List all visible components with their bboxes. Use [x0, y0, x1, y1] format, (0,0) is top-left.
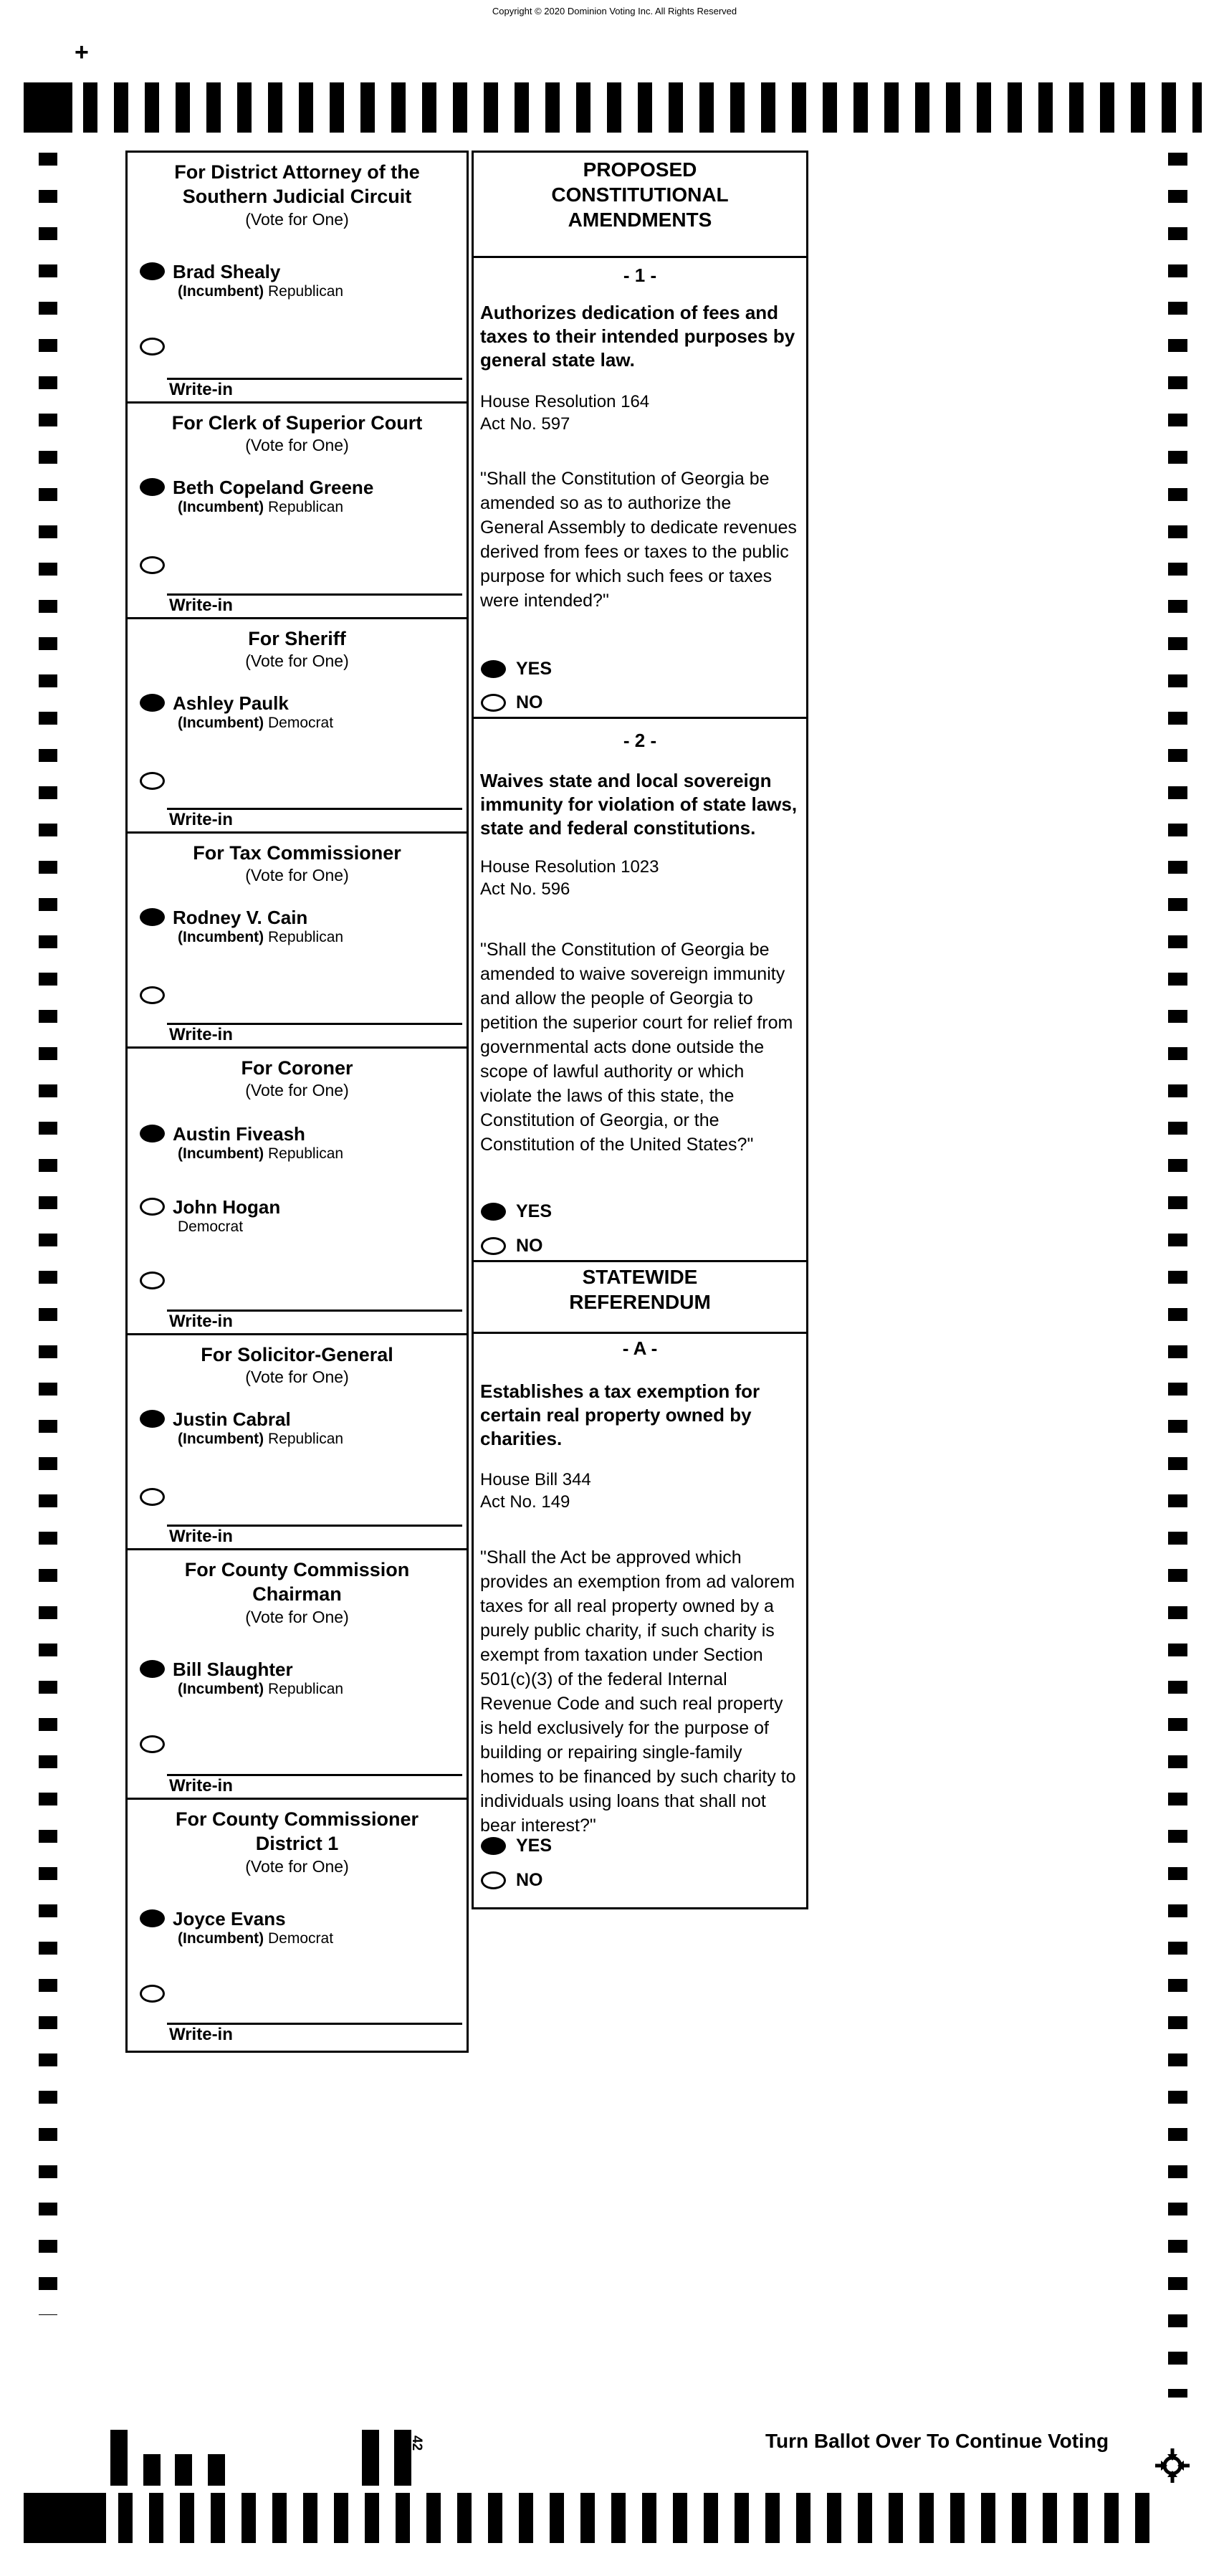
candidate-name: Beth Copeland Greene	[173, 477, 374, 498]
vote-bubble-filled[interactable]	[140, 694, 165, 712]
yes-label: YES	[516, 1201, 553, 1221]
timing-marks-left	[39, 153, 57, 2315]
turn-ballot-instruction: Turn Ballot Over To Continue Voting	[765, 2430, 1109, 2452]
yes-label: YES	[516, 659, 553, 679]
candidate-name: Ashley Paulk	[173, 692, 289, 714]
yes-option[interactable]	[481, 1836, 552, 1855]
measure-ref-act: Act No. 149	[480, 1492, 570, 1512]
candidate-party	[178, 715, 333, 732]
race-district-attorney	[128, 153, 467, 404]
measure-number: - 1 -	[623, 264, 657, 286]
measure-summary: Authorizes dedication of fees and taxes to their intended purposes by general state law.	[480, 302, 795, 371]
no-bubble[interactable]	[481, 1237, 506, 1255]
measure-number: - A -	[622, 1337, 658, 1359]
party-label: Democrat	[268, 715, 334, 731]
incumbent-tag: (Incumbent)	[178, 283, 264, 300]
candidate-name: Rodney V. Cain	[173, 907, 308, 928]
contests-column	[125, 151, 469, 2053]
no-option[interactable]	[481, 692, 543, 712]
candidate-party	[178, 1681, 343, 1698]
write-in-bubble[interactable]	[140, 1272, 165, 1289]
stub-bar	[143, 2454, 161, 2486]
race-title: For Sheriff	[248, 628, 346, 649]
amendments-header-line2: CONSTITUTIONAL	[551, 183, 729, 206]
yes-label: YES	[516, 1836, 553, 1856]
stub-bar	[175, 2454, 192, 2486]
race-solicitor-general	[128, 1335, 467, 1550]
amendment-2-box	[474, 719, 806, 1262]
candidate-party	[178, 1145, 343, 1163]
party-label: Republican	[268, 1145, 344, 1162]
plus-registration-icon: +	[75, 39, 89, 66]
stub-bar	[208, 2454, 225, 2486]
vote-instruction: (Vote for One)	[245, 210, 349, 229]
race-title-line2: District 1	[255, 1833, 339, 1854]
incumbent-tag: (Incumbent)	[178, 1145, 264, 1162]
measures-column	[472, 151, 808, 1909]
candidate-party	[178, 1218, 243, 1236]
write-in-bubble[interactable]	[140, 986, 165, 1004]
incumbent-tag: (Incumbent)	[178, 715, 264, 731]
race-tax-commissioner	[128, 834, 467, 1049]
candidate-party	[178, 283, 343, 300]
crosshair-registration-icon	[1155, 2448, 1190, 2483]
yes-option[interactable]	[481, 1201, 552, 1221]
copyright-text: Copyright © 2020 Dominion Voting Inc. All Rights Reserved	[492, 6, 737, 16]
timing-marks-bottom	[118, 2493, 1150, 2543]
vote-instruction: (Vote for One)	[245, 1368, 349, 1386]
race-title: For Solicitor-General	[201, 1344, 393, 1365]
candidate-name: Justin Cabral	[173, 1408, 291, 1430]
stub-bar	[110, 2430, 128, 2486]
candidate-party	[178, 1431, 343, 1448]
no-option[interactable]	[481, 1870, 543, 1889]
race-clerk-superior-court	[128, 404, 467, 619]
race-coroner	[128, 1049, 467, 1335]
race-county-commission-chairman	[128, 1550, 467, 1800]
measure-question: "Shall the Act be approved which provides an exemption from ad valorem taxes for all real property owned by a purely public charity, if such charity is exempt from taxation under Section 501(c)(3) of the federal Internal Revenue Code and such real property is held exclusively for the purpose of building or repairing single-family homes to be financed by such charity to individuals using loans that shall not bear interest?"	[480, 1547, 796, 1836]
no-label: NO	[516, 1236, 543, 1256]
stub-code: 42	[409, 2436, 424, 2451]
write-in-label: Write-in	[169, 1776, 233, 1795]
amendments-header-line1: PROPOSED	[583, 158, 697, 181]
no-bubble[interactable]	[481, 1871, 506, 1889]
candidate-name: Bill Slaughter	[173, 1659, 293, 1680]
vote-bubble-filled[interactable]	[140, 1909, 165, 1927]
yes-bubble-filled[interactable]	[481, 1203, 506, 1221]
incumbent-tag: (Incumbent)	[178, 1930, 264, 1947]
candidate-name: Brad Shealy	[173, 261, 281, 282]
race-title: For Coroner	[241, 1057, 353, 1079]
measure-ref-bill: House Bill 344	[480, 1470, 591, 1489]
amendment-1-box	[474, 258, 806, 719]
candidate-party	[178, 1930, 333, 1947]
write-in-bubble[interactable]	[140, 1488, 165, 1506]
timing-marks-top	[83, 82, 1202, 133]
amendments-header-line3: AMENDMENTS	[568, 209, 712, 231]
referendum-a-box	[474, 1334, 806, 1907]
measure-summary: Waives state and local sovereign immunity for violation of state laws, state and federal constitutions.	[480, 770, 798, 839]
no-bubble[interactable]	[481, 694, 506, 712]
measure-number: - 2 -	[623, 730, 657, 751]
race-title: For Clerk of Superior Court	[171, 412, 423, 434]
referendum-header-line2: REFERENDUM	[569, 1291, 711, 1313]
vote-bubble-filled[interactable]	[140, 1125, 165, 1142]
party-label: Republican	[268, 283, 344, 300]
write-in-bubble[interactable]	[140, 338, 165, 356]
party-label: Republican	[268, 1431, 344, 1447]
vote-bubble-filled[interactable]	[140, 478, 165, 496]
measure-ref-resolution: House Resolution 164	[480, 392, 650, 411]
race-sheriff	[128, 619, 467, 834]
write-in-bubble[interactable]	[140, 556, 165, 574]
incumbent-tag: (Incumbent)	[178, 1681, 264, 1697]
measure-question: "Shall the Constitution of Georgia be amended to waive sovereign immunity and allow the people of Georgia to petition the superior court for relief from governmental acts done outside the scope of lawful authority or which violate the laws of this state, the Constitution of Georgia, or the Constitution of the United States?"	[480, 940, 793, 1155]
vote-instruction: (Vote for One)	[245, 866, 349, 884]
vote-bubble-filled[interactable]	[140, 1410, 165, 1428]
no-label: NO	[516, 1870, 543, 1890]
write-in-label: Write-in	[169, 1527, 233, 1546]
amendments-header-box	[474, 153, 806, 258]
timing-marks-right	[1168, 153, 1187, 2398]
race-title: For Tax Commissioner	[193, 842, 401, 864]
timing-mark-block-top-left	[24, 82, 72, 133]
write-in-bubble[interactable]	[140, 772, 165, 790]
vote-bubble-filled[interactable]	[140, 1660, 165, 1678]
party-label: Republican	[268, 929, 344, 945]
vote-instruction: (Vote for One)	[245, 1081, 349, 1099]
timing-mark-block-bottom-left	[24, 2493, 106, 2543]
referendum-header-line1: STATEWIDE	[582, 1266, 698, 1288]
race-title: For County Commission	[184, 1559, 410, 1580]
vote-instruction: (Vote for One)	[245, 1608, 349, 1626]
measure-ref-act: Act No. 597	[480, 414, 570, 434]
candidate-name: Austin Fiveash	[173, 1123, 305, 1145]
vote-instruction: (Vote for One)	[245, 1857, 349, 1876]
candidate-name: John Hogan	[173, 1196, 281, 1218]
yes-option[interactable]	[481, 659, 552, 678]
yes-bubble-filled[interactable]	[481, 660, 506, 678]
race-title-line2: Chairman	[252, 1583, 342, 1605]
write-in-bubble[interactable]	[140, 1985, 165, 2003]
vote-instruction: (Vote for One)	[245, 652, 349, 670]
vote-instruction: (Vote for One)	[245, 436, 349, 454]
write-in-label: Write-in	[169, 2025, 233, 2044]
measure-summary: Establishes a tax exemption for certain real property owned by charities.	[480, 1380, 760, 1449]
write-in-label: Write-in	[169, 1312, 233, 1331]
candidate-party	[178, 499, 343, 516]
write-in-label: Write-in	[169, 810, 233, 829]
race-county-commissioner-district-1	[128, 1800, 467, 2048]
measure-ref-act: Act No. 596	[480, 879, 570, 899]
party-label: Republican	[268, 499, 344, 515]
write-in-label: Write-in	[169, 380, 233, 399]
race-title: For County Commissioner	[175, 1808, 419, 1830]
no-option[interactable]	[481, 1236, 543, 1255]
race-title-line2: Southern Judicial Circuit	[182, 186, 412, 207]
party-label: Democrat	[268, 1930, 334, 1947]
stub-bar	[362, 2430, 379, 2486]
vote-bubble-filled[interactable]	[140, 908, 165, 926]
write-in-bubble[interactable]	[140, 1735, 165, 1753]
write-in-label: Write-in	[169, 1025, 233, 1044]
incumbent-tag: (Incumbent)	[178, 929, 264, 945]
measure-question: "Shall the Constitution of Georgia be amended so as to authorize the General Assembly to dedicate revenues derived from fees or taxes to the public purpose for which such fees or taxes were intended?"	[480, 469, 797, 611]
vote-bubble[interactable]	[140, 1198, 165, 1216]
no-label: NO	[516, 692, 543, 712]
referendum-header-box	[474, 1262, 806, 1334]
incumbent-tag: (Incumbent)	[178, 1431, 264, 1447]
party-label: Republican	[268, 1681, 344, 1697]
measure-ref-resolution: House Resolution 1023	[480, 857, 659, 877]
yes-bubble-filled[interactable]	[481, 1837, 506, 1855]
party-label: Democrat	[178, 1218, 244, 1235]
race-title: For District Attorney of the	[174, 161, 420, 183]
write-in-label: Write-in	[169, 596, 233, 615]
vote-bubble-filled[interactable]	[140, 262, 165, 280]
candidate-party	[178, 929, 343, 946]
candidate-name: Joyce Evans	[173, 1908, 286, 1929]
incumbent-tag: (Incumbent)	[178, 499, 264, 515]
